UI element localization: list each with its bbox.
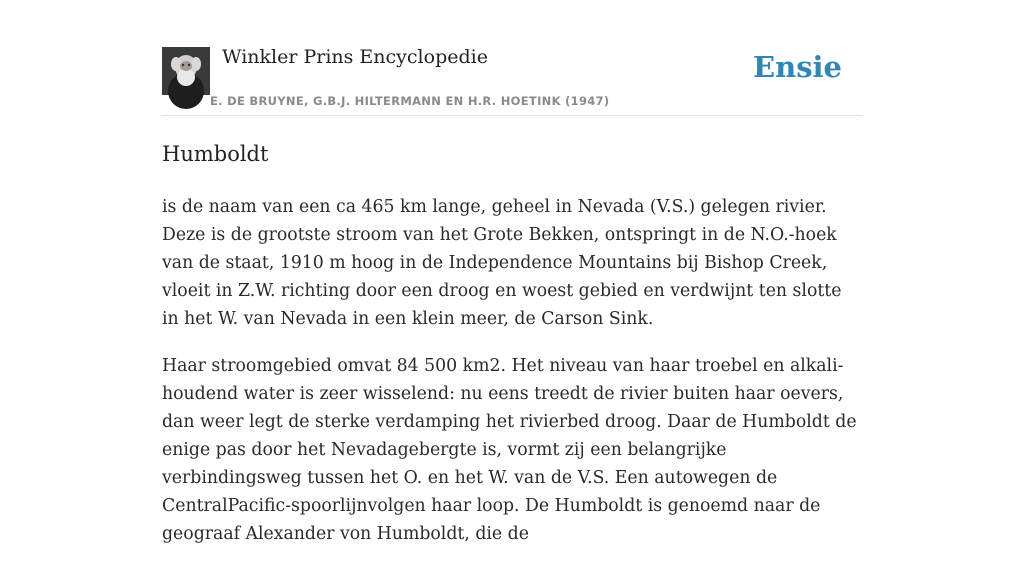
article [162, 136, 862, 567]
source-authors: E. DE BRUYNE, G.B.J. HILTERMANN EN H.R. HOETINK (1947) [210, 94, 610, 108]
ensie-logo-link[interactable]: Ensie [753, 50, 842, 84]
article-paragraph: is de naam van een ca 465 km lange, geheel in Nevada (V.S.) gelegen rivier. Deze is de grootste stroom van het Grote Bekken, ontspringt in de N.O.-hoek van de staat, 1910 m hoog in de Independence Mountains bij Bishop Creek, vloeit in Z.W. richting door een droog en woest gebied en verdwijnt ten slotte in het W. van Nevada in een klein meer, de Carson Sink. [162, 197, 842, 329]
article-paragraph: Haar stroomgebied omvat 84 500 km2. Het niveau van haar troebel en alkali-houdend water is zeer wisselend: nu eens treedt de rivier buiten haar oevers, dan weer legt de sterke verdamping het rivierbed droog. Daar de Humboldt de enige pas door het Nevadagebergte is, vormt zij een belangrijke verbindingsweg tussen het O. en het W. van de V.S. Een autowegen de CentralPacific-spoorlijnvolgen haar loop. De Humboldt is genoemd naar de geograaf Alexander von Humboldt, die de [162, 356, 857, 544]
portrait-icon [162, 47, 210, 95]
article-title: Humboldt [162, 142, 269, 166]
source-header [162, 0, 862, 116]
source-title[interactable]: Winkler Prins Encyclopedie [222, 46, 488, 68]
